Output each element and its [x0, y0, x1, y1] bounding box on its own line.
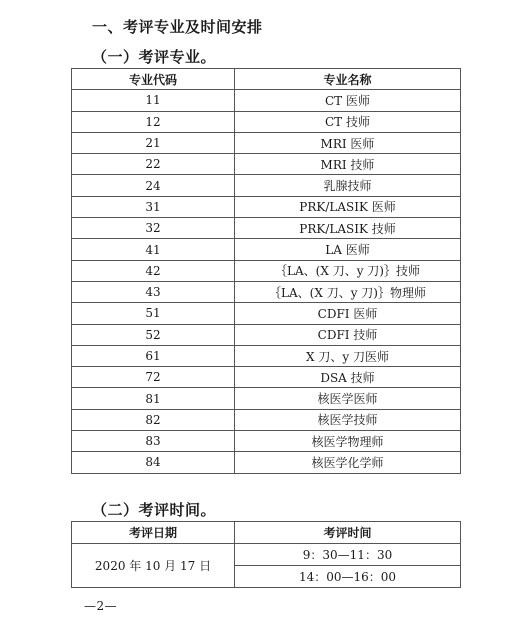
table-row	[72, 90, 461, 111]
major-code-cell: 12	[72, 111, 235, 132]
table-header-row	[72, 69, 461, 90]
major-name-cell: ｛LA、(X 刀、y 刀)｝物理师	[235, 281, 461, 302]
header-exam-time: 考评时间	[235, 522, 461, 544]
table-row	[72, 111, 461, 132]
major-code-cell: 52	[72, 324, 235, 345]
major-name-cell: X 刀、y 刀医师	[235, 345, 461, 366]
table-row	[72, 239, 461, 260]
major-code-cell: 32	[72, 218, 235, 239]
major-code-cell: 22	[72, 154, 235, 175]
page-number: —2—	[84, 599, 118, 613]
major-code-cell: 31	[72, 196, 235, 217]
table-row	[72, 196, 461, 217]
major-name-cell: ｛LA、(X 刀、y 刀)｝技师	[235, 260, 461, 281]
major-code-cell: 21	[72, 132, 235, 153]
exam-time-afternoon: 14：00—16：00	[235, 566, 461, 588]
schedule-table	[71, 521, 461, 588]
header-major-name: 专业名称	[235, 69, 461, 90]
major-code-cell: 82	[72, 409, 235, 430]
table-row	[72, 154, 461, 175]
major-name-cell: LA 医师	[235, 239, 461, 260]
exam-time-morning: 9：30—11：30	[235, 544, 461, 566]
major-code-cell: 83	[72, 431, 235, 452]
major-name-cell: CDFI 医师	[235, 303, 461, 324]
table-row	[72, 345, 461, 366]
major-code-cell: 43	[72, 281, 235, 302]
table-row	[72, 367, 461, 388]
major-code-cell: 61	[72, 345, 235, 366]
table-row	[72, 409, 461, 430]
table-header-row	[72, 522, 461, 544]
major-name-cell: CT 技师	[235, 111, 461, 132]
table-row	[72, 303, 461, 324]
table-row	[72, 544, 461, 566]
major-code-cell: 72	[72, 367, 235, 388]
majors-table	[71, 68, 461, 474]
major-code-cell: 81	[72, 388, 235, 409]
major-name-cell: 核医学技师	[235, 409, 461, 430]
table-row	[72, 388, 461, 409]
major-name-cell: CDFI 技师	[235, 324, 461, 345]
major-name-cell: MRI 技师	[235, 154, 461, 175]
majors-heading: （一）考评专业。	[92, 48, 217, 66]
major-name-cell: 核医学医师	[235, 388, 461, 409]
major-name-cell: PRK/LASIK 技师	[235, 218, 461, 239]
table-row	[72, 175, 461, 196]
table-row	[72, 324, 461, 345]
table-row	[72, 218, 461, 239]
major-code-cell: 51	[72, 303, 235, 324]
major-code-cell: 24	[72, 175, 235, 196]
major-name-cell: 核医学化学师	[235, 452, 461, 473]
header-major-code: 专业代码	[72, 69, 235, 90]
major-name-cell: 核医学物理师	[235, 431, 461, 452]
major-name-cell: DSA 技师	[235, 367, 461, 388]
table-row	[72, 260, 461, 281]
header-exam-date: 考评日期	[72, 522, 235, 544]
table-row	[72, 452, 461, 473]
table-row	[72, 281, 461, 302]
table-row	[72, 431, 461, 452]
section-heading: 一、考评专业及时间安排	[92, 18, 263, 36]
table-row	[72, 132, 461, 153]
major-name-cell: 乳腺技师	[235, 175, 461, 196]
major-code-cell: 42	[72, 260, 235, 281]
major-code-cell: 84	[72, 452, 235, 473]
major-code-cell: 11	[72, 90, 235, 111]
major-code-cell: 41	[72, 239, 235, 260]
time-heading: （二）考评时间。	[92, 501, 217, 519]
exam-date-cell: 2020 年 10 月 17 日	[72, 544, 235, 588]
major-name-cell: PRK/LASIK 医师	[235, 196, 461, 217]
major-name-cell: MRI 医师	[235, 132, 461, 153]
major-name-cell: CT 医师	[235, 90, 461, 111]
